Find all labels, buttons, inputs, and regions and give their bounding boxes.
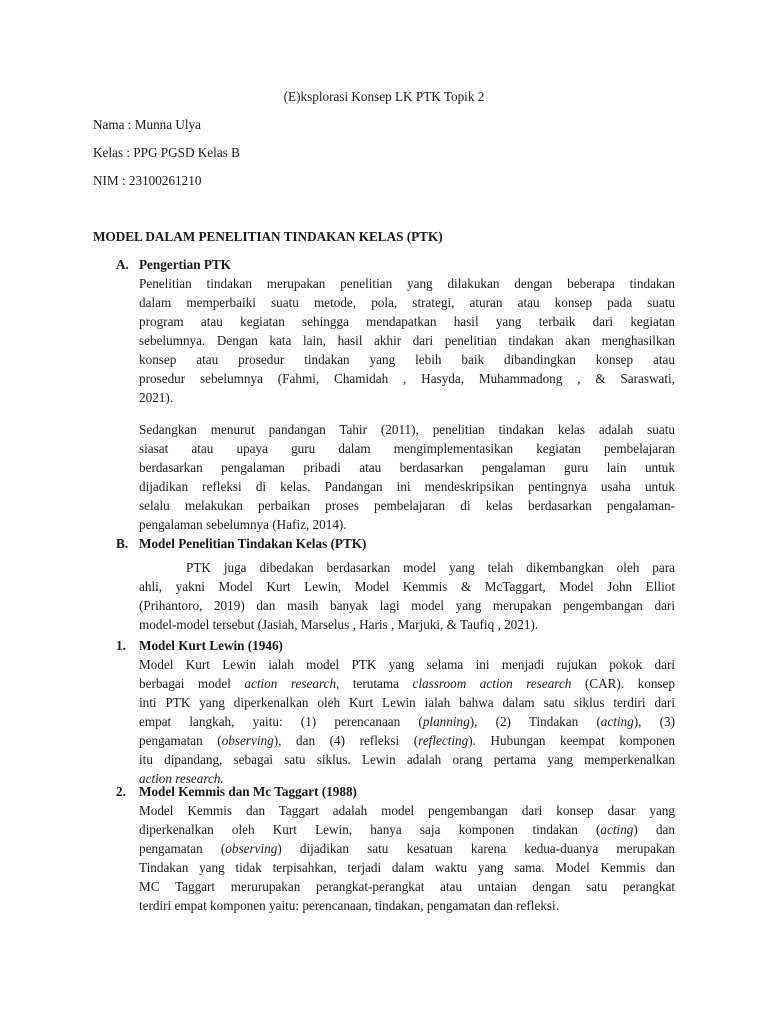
text-line: prosedur sebelumnya (Fahmi, Chamidah , Hasyda, Muhammadong , & Saraswati, — [139, 371, 675, 386]
text-line: dijadikan refleksi di kelas. Pandangan ini mendeskripsikan pentingnya usaha untuk — [139, 479, 675, 494]
text-line: model-model tersebut (Jasiah, Marselus , Haris , Marjuki, & Taufiq , 2021). — [139, 617, 539, 632]
text-line: konsep atau prosedur tindakan yang lebih baik dibandingkan konsep atau — [139, 352, 675, 367]
model-1-number: 1. — [116, 638, 126, 653]
text-line: berbagai model action research, terutama classroom action research (CAR). konsep — [139, 676, 675, 691]
model-2-number: 2. — [116, 784, 126, 799]
text-line: siasat atau upaya guru dalam mengimplementasikan kegiatan pembelajaran — [139, 441, 675, 456]
text-line: berdasarkan pengalaman pribadi atau berdasarkan pengalaman guru lain untuk — [139, 460, 675, 475]
text-line: inti PTK yang diperkenalkan oleh Kurt Lewin ialah bahwa dalam satu siklus terdiri dari — [139, 695, 675, 710]
text-line: action research. — [139, 771, 224, 786]
model-2-title: Model Kemmis dan Mc Taggart (1988) — [139, 784, 357, 799]
model-1-title: Model Kurt Lewin (1946) — [139, 638, 283, 653]
text-line: sebelumnya. Dengan kata lain, hasil akhir dari penelitian tindakan akan menghasilkan — [139, 333, 675, 348]
text-line: PTK juga dibedakan berdasarkan model yang telah dikembangkan oleh para — [186, 560, 675, 575]
text-line: Penelitian tindakan merupakan penelitian yang dilakukan dengan beberapa tindakan — [139, 276, 675, 291]
document-title: (E)ksplorasi Konsep LK PTK Topik 2 — [283, 89, 485, 104]
text-line: (Prihantoro, 2019) dan masih banyak lagi model yang merupakan pengembangan dari — [139, 598, 675, 613]
text-line: Sedangkan menurut pandangan Tahir (2011), penelitian tindakan kelas adalah suatu — [139, 422, 675, 437]
text-line: diperkenalkan oleh Kurt Lewin, hanya saja komponen tindakan (acting) dan — [139, 822, 675, 837]
text-line: ahli, yakni Model Kurt Lewin, Model Kemmis & McTaggart, Model John Elliot — [139, 579, 675, 594]
text-line: pengamatan (observing), dan (4) refleksi (reflecting). Hubungan keempat komponen — [139, 733, 675, 748]
text-line: dalam memperbaiki suatu metode, pola, strategi, aturan atau konsep pada suatu — [139, 295, 675, 310]
identity-name: Nama : Munna Ulya — [93, 117, 202, 132]
text-line: program atau kegiatan sehingga mendapatkan hasil yang terbaik dari kegiatan — [139, 314, 675, 329]
text-line: selalu melakukan perbaikan proses pembelajaran di kelas berdasarkan pengalaman- — [139, 498, 675, 513]
text-line: empat langkah, yaitu: (1) perencanaan (planning), (2) Tindakan (acting), (3) — [139, 714, 675, 729]
identity-class: Kelas : PPG PGSD Kelas B — [93, 145, 240, 160]
section-a-label: A. — [116, 257, 129, 272]
text-line: pengalaman sebelumnya (Hafiz, 2014). — [139, 517, 347, 532]
text-line: terdiri empat komponen yaitu: perencanaan, tindakan, pengamatan dan refleksi. — [139, 898, 560, 913]
text-line: Model Kurt Lewin ialah model PTK yang selama ini menjadi rujukan pokok dari — [139, 657, 675, 672]
section-b-label: B. — [116, 536, 129, 551]
text-line: itu dipandang, sebagai satu siklus. Lewin adalah orang pertama yang memperkenalkan — [139, 752, 675, 767]
text-line: Tindakan yang tidak terpisahkan, terjadi dalam waktu yang sama. Model Kemmis dan — [139, 860, 675, 875]
text-line: MC Taggart merurupakan perangkat-perangkat atau untaian dengan satu perangkat — [139, 879, 675, 894]
section-a-title: Pengertian PTK — [139, 257, 231, 272]
identity-nim: NIM : 23100261210 — [93, 173, 202, 188]
main-heading: MODEL DALAM PENELITIAN TINDAKAN KELAS (PTK) — [93, 229, 443, 244]
section-b-title: Model Penelitian Tindakan Kelas (PTK) — [139, 536, 367, 551]
text-line: pengamatan (observing) dijadikan satu kesatuan karena kedua-duanya merupakan — [139, 841, 675, 856]
text-line: 2021). — [139, 390, 174, 405]
text-line: Model Kemmis dan Taggart adalah model pengembangan dari konsep dasar yang — [139, 803, 675, 818]
